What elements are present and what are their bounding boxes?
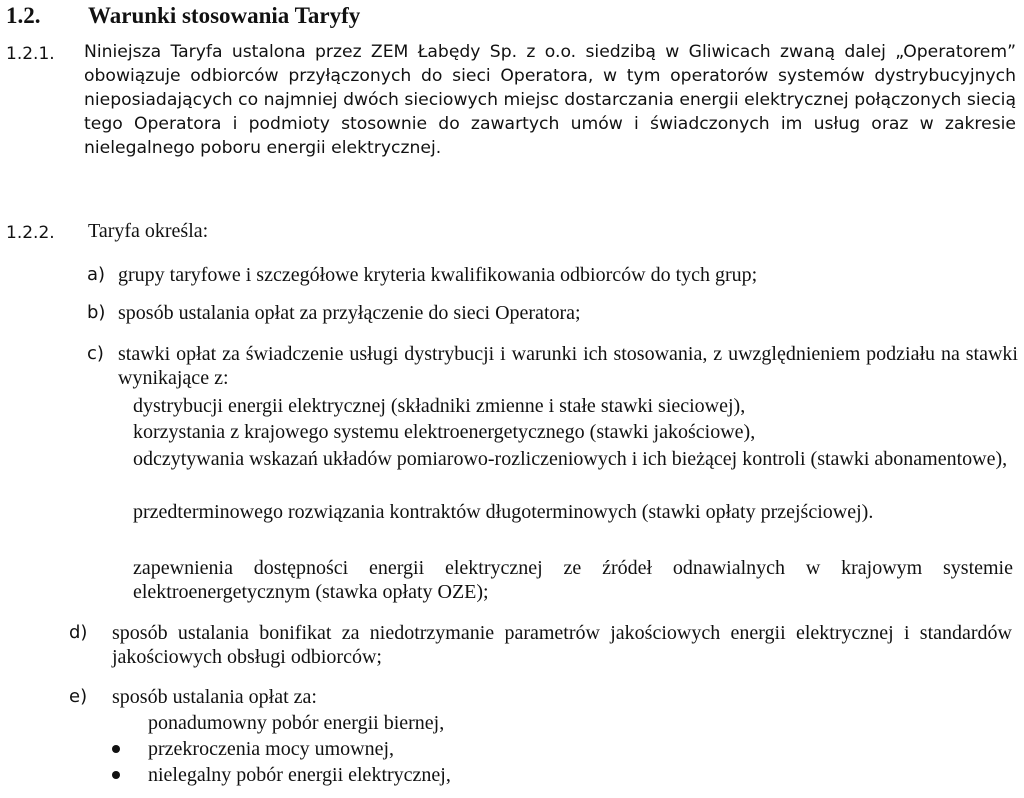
e-sub-item: ponadumowny pobór energii biernej, [148,712,445,734]
c-sub-item: zapewnienia dostępności energii elektrycznej ze źródeł odnawialnych w krajowym systemie elektroenergetycznym (stawka opłaty OZE); [133,557,1013,603]
list-letter-e: e) [69,686,88,707]
e-sub-item: nielegalny pobór energii elektrycznej, [148,764,451,786]
paragraph-2-intro: Taryfa określa: [88,220,209,242]
list-item-d: sposób ustalania bonifikat za niedotrzymanie parametrów jakościowych energii elektrycznej i standardów jakościowych obsługi odbiorców; [112,622,1012,668]
list-letter-b: b) [87,302,106,323]
c-sub-item: odczytywania wskazań układów pomiarowo-rozliczeniowych i ich bieżącej kontroli (stawki abonamentowe), [133,448,1008,470]
section-title: Warunki stosowania Taryfy [88,3,361,28]
section-number: 1.2. [6,3,41,28]
c-sub-item: dystrybucji energii elektrycznej (składniki zmienne i stałe stawki sieciowej), [133,395,746,417]
paragraph-number-2: 1.2.2. [6,223,55,243]
list-letter-d: d) [69,622,88,643]
e-sub-item: przekroczenia mocy umownej, [148,738,395,760]
list-item-c: stawki opłat za świadczenie usługi dystrybucji i warunki ich stosowania, z uwzględnieniem podziału na stawki wynikające z: [118,343,1018,389]
c-sub-item: korzystania z krajowego systemu elektroenergetycznego (stawki jakościowe), [133,421,756,443]
list-item-a: grupy taryfowe i szczegółowe kryteria kwalifikowania odbiorców do tych grup; [118,264,758,286]
list-item-b: sposób ustalania opłat za przyłączenie do sieci Operatora; [118,302,581,324]
paragraph-number-1: 1.2.1. [6,44,55,64]
list-item-e: sposób ustalania opłat za: [112,686,317,708]
paragraph-1-text: Niniejsza Taryfa ustalona przez ZEM Łabędy Sp. z o.o. siedzibą w Gliwicach zwaną dalej „Operatorem” obowiązuje odbiorców przyłączonych do sieci Operatora, w tym operatorów systemów dystrybucyjnych nieposiadających co najmniej dwóch sieciowych miejsc dostarczania energii elektrycznej połączonych siecią tego Operatora i podmioty stosownie do zawartych umów i świadczonych im usług oraz w zakresie nielegalnego poboru energii elektrycznej. [84,42,1016,158]
bullet-icon [112,771,120,779]
list-letter-c: c) [87,343,104,364]
bullet-icon [112,745,120,753]
list-letter-a: a) [87,264,106,285]
c-sub-item: przedterminowego rozwiązania kontraktów długoterminowych (stawki opłaty przejściowej). [133,501,874,523]
